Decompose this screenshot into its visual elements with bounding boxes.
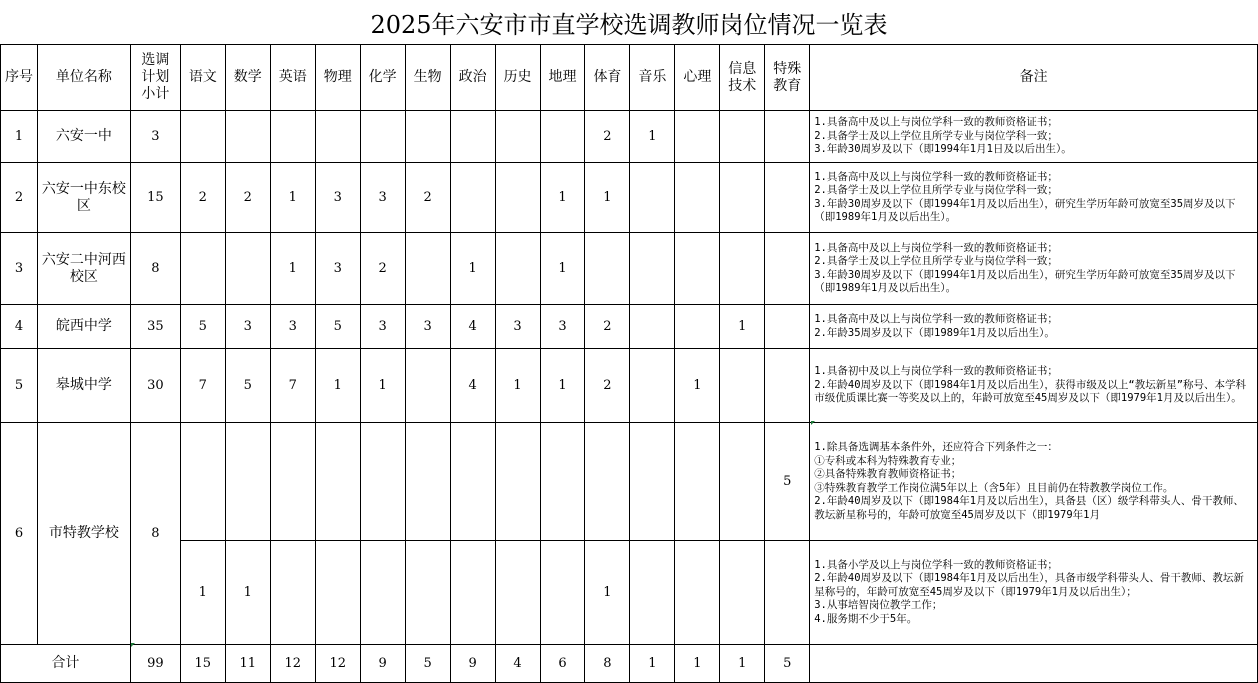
total-psychology: 1 bbox=[675, 645, 720, 683]
cell-music: 1 bbox=[630, 111, 675, 163]
cell-biology: 2 bbox=[405, 163, 450, 233]
cell-physics: 3 bbox=[315, 163, 360, 233]
table-row bbox=[1, 163, 1258, 233]
total-physics: 12 bbox=[315, 645, 360, 683]
cell-notes bbox=[810, 233, 1258, 305]
header-politics: 政治 bbox=[450, 45, 495, 111]
cell-music bbox=[630, 233, 675, 305]
cell-chemistry: 1 bbox=[360, 349, 405, 423]
header-psychology: 心理 bbox=[675, 45, 720, 111]
cell-plan: 30 bbox=[130, 349, 180, 423]
cell-english: 1 bbox=[270, 163, 315, 233]
header-special: 特殊 教育 bbox=[765, 45, 810, 111]
header-history: 历史 bbox=[495, 45, 540, 111]
cell-history bbox=[495, 541, 540, 645]
cell-math: 5 bbox=[225, 349, 270, 423]
cell-unit: 六安一中 bbox=[37, 111, 130, 163]
cell-it bbox=[720, 111, 765, 163]
cell-comment-marker bbox=[811, 421, 815, 425]
cell-pe: 1 bbox=[585, 541, 630, 645]
cell-biology: 3 bbox=[405, 305, 450, 349]
cell-geography bbox=[540, 111, 585, 163]
cell-english bbox=[270, 423, 315, 541]
cell-politics: 4 bbox=[450, 349, 495, 423]
header-geography: 地理 bbox=[540, 45, 585, 111]
cell-plan: 3 bbox=[130, 111, 180, 163]
table-row bbox=[1, 541, 1258, 645]
cell-comment-marker bbox=[131, 643, 135, 647]
total-chemistry: 9 bbox=[360, 645, 405, 683]
total-notes bbox=[810, 645, 1258, 683]
cell-biology bbox=[405, 349, 450, 423]
cell-music bbox=[630, 163, 675, 233]
cell-music bbox=[630, 305, 675, 349]
cell-physics bbox=[315, 541, 360, 645]
cell-math bbox=[225, 233, 270, 305]
cell-math bbox=[225, 423, 270, 541]
note-line: 2.年龄40周岁及以下（即1984年1月及以后出生），具备县（区）级学科带头人、骨干教师、教坛新星称号的，年龄可放宽至45周岁及以下（即1979年1月 bbox=[814, 495, 1244, 521]
table-row bbox=[1, 305, 1258, 349]
total-math: 11 bbox=[225, 645, 270, 683]
cell-plan: 8 bbox=[130, 423, 180, 645]
cell-it bbox=[720, 163, 765, 233]
cell-chinese bbox=[180, 233, 225, 305]
cell-history bbox=[495, 423, 540, 541]
totals-label: 合计 bbox=[1, 645, 131, 683]
total-biology: 5 bbox=[405, 645, 450, 683]
note-line: 3.年龄30周岁及以下（即1994年1月及以后出生），研究生学历年龄可放宽至35周岁及以下（即1989年1月及以后出生）。 bbox=[814, 268, 1236, 294]
header-seq: 序号 bbox=[1, 45, 38, 111]
cell-chemistry bbox=[360, 541, 405, 645]
cell-chemistry: 3 bbox=[360, 163, 405, 233]
cell-special bbox=[765, 541, 810, 645]
cell-pe: 2 bbox=[585, 111, 630, 163]
cell-chemistry bbox=[360, 423, 405, 541]
total-music: 1 bbox=[630, 645, 675, 683]
note-line: 4.服务期不少于5年。 bbox=[814, 612, 918, 625]
cell-notes bbox=[810, 163, 1258, 233]
cell-notes bbox=[810, 349, 1258, 423]
note-line: 1.具备高中及以上与岗位学科一致的教师资格证书； bbox=[814, 116, 1058, 129]
cell-english: 3 bbox=[270, 305, 315, 349]
note-line: 1.具备初中及以上与岗位学科一致的教师资格证书； bbox=[814, 365, 1058, 378]
cell-plan: 8 bbox=[130, 233, 180, 305]
cell-pe bbox=[585, 423, 630, 541]
note-line: 2.年龄40周岁及以下（即1984年1月及以后出生），具备市级学科带头人、骨干教师、教坛新星称号的，年龄可放宽至45周岁及以下（即1979年1月及以后出生）； bbox=[814, 572, 1244, 598]
cell-unit: 六安二中河西校区 bbox=[37, 233, 130, 305]
cell-biology bbox=[405, 233, 450, 305]
cell-chinese bbox=[180, 111, 225, 163]
cell-math: 3 bbox=[225, 305, 270, 349]
cell-chinese: 2 bbox=[180, 163, 225, 233]
cell-it bbox=[720, 423, 765, 541]
header-biology: 生物 bbox=[405, 45, 450, 111]
cell-chinese bbox=[180, 423, 225, 541]
header-music: 音乐 bbox=[630, 45, 675, 111]
cell-physics bbox=[315, 423, 360, 541]
cell-english: 7 bbox=[270, 349, 315, 423]
totals-row bbox=[1, 645, 1258, 683]
cell-psychology bbox=[675, 233, 720, 305]
cell-geography: 1 bbox=[540, 349, 585, 423]
cell-physics: 5 bbox=[315, 305, 360, 349]
header-row bbox=[1, 45, 1258, 111]
header-physics: 物理 bbox=[315, 45, 360, 111]
note-line: 3.年龄30周岁及以下（即1994年1月及以后出生），研究生学历年龄可放宽至35周岁及以下（即1989年1月及以后出生）。 bbox=[814, 197, 1236, 223]
cell-music bbox=[630, 423, 675, 541]
header-notes: 备注 bbox=[810, 45, 1258, 111]
note-line: 1.除具备选调基本条件外，还应符合下列条件之一： bbox=[814, 441, 1058, 453]
cell-geography bbox=[540, 423, 585, 541]
cell-seq: 2 bbox=[1, 163, 38, 233]
total-it: 1 bbox=[720, 645, 765, 683]
cell-chemistry: 2 bbox=[360, 233, 405, 305]
cell-psychology bbox=[675, 541, 720, 645]
cell-politics bbox=[450, 541, 495, 645]
cell-history bbox=[495, 111, 540, 163]
cell-notes bbox=[810, 305, 1258, 349]
header-it: 信息 技术 bbox=[720, 45, 765, 111]
note-line: 3.年龄30周岁及以下（即1994年1月1日及以后出生）。 bbox=[814, 143, 1072, 156]
cell-plan: 35 bbox=[130, 305, 180, 349]
cell-it bbox=[720, 541, 765, 645]
cell-special bbox=[765, 305, 810, 349]
cell-psychology bbox=[675, 111, 720, 163]
cell-chemistry bbox=[360, 111, 405, 163]
total-plan: 99 bbox=[130, 645, 180, 683]
cell-psychology: 1 bbox=[675, 349, 720, 423]
page-title: 2025年六安市市直学校选调教师岗位情况一览表 bbox=[370, 10, 888, 39]
cell-geography bbox=[540, 541, 585, 645]
cell-notes bbox=[810, 541, 1258, 645]
cell-music bbox=[630, 349, 675, 423]
cell-biology bbox=[405, 423, 450, 541]
cell-chinese: 1 bbox=[180, 541, 225, 645]
note-line: 2.具备学士及以上学位且所学专业与岗位学科一致； bbox=[814, 129, 1058, 142]
cell-pe bbox=[585, 233, 630, 305]
total-pe: 8 bbox=[585, 645, 630, 683]
cell-english bbox=[270, 111, 315, 163]
cell-unit: 市特教学校 bbox=[37, 423, 130, 645]
cell-physics: 3 bbox=[315, 233, 360, 305]
cell-notes bbox=[810, 423, 1258, 541]
total-history: 4 bbox=[495, 645, 540, 683]
cell-special bbox=[765, 233, 810, 305]
table-row bbox=[1, 233, 1258, 305]
note-line: ②具备特殊教育教师资格证书； bbox=[814, 468, 962, 480]
cell-unit: 皋城中学 bbox=[37, 349, 130, 423]
cell-music bbox=[630, 541, 675, 645]
cell-politics bbox=[450, 423, 495, 541]
note-line: ③特殊教育教学工作岗位满5年以上（含5年）且目前仍在特教教学岗位工作。 bbox=[814, 481, 1174, 494]
cell-seq: 5 bbox=[1, 349, 38, 423]
cell-chinese: 5 bbox=[180, 305, 225, 349]
note-line: 1.具备高中及以上与岗位学科一致的教师资格证书； bbox=[814, 313, 1058, 325]
cell-math bbox=[225, 111, 270, 163]
header-chinese: 语文 bbox=[180, 45, 225, 111]
cell-geography: 3 bbox=[540, 305, 585, 349]
cell-pe: 1 bbox=[585, 163, 630, 233]
cell-seq: 4 bbox=[1, 305, 38, 349]
header-chemistry: 化学 bbox=[360, 45, 405, 111]
cell-plan: 15 bbox=[130, 163, 180, 233]
cell-history bbox=[495, 163, 540, 233]
cell-seq: 3 bbox=[1, 233, 38, 305]
cell-it bbox=[720, 349, 765, 423]
cell-special: 5 bbox=[765, 423, 810, 541]
header-unit: 单位名称 bbox=[37, 45, 130, 111]
cell-chinese: 7 bbox=[180, 349, 225, 423]
cell-english: 1 bbox=[270, 233, 315, 305]
cell-pe: 2 bbox=[585, 305, 630, 349]
teacher-position-table bbox=[0, 44, 1258, 683]
cell-physics bbox=[315, 111, 360, 163]
cell-english bbox=[270, 541, 315, 645]
cell-politics bbox=[450, 111, 495, 163]
cell-special bbox=[765, 111, 810, 163]
cell-math: 1 bbox=[225, 541, 270, 645]
cell-psychology bbox=[675, 305, 720, 349]
cell-unit: 皖西中学 bbox=[37, 305, 130, 349]
cell-seq: 6 bbox=[1, 423, 38, 645]
total-geography: 6 bbox=[540, 645, 585, 683]
header-math: 数学 bbox=[225, 45, 270, 111]
cell-it: 1 bbox=[720, 305, 765, 349]
note-line: 2.具备学士及以上学位且所学专业与岗位学科一致； bbox=[814, 184, 1058, 196]
cell-unit: 六安一中东校区 bbox=[37, 163, 130, 233]
table-row bbox=[1, 111, 1258, 163]
cell-psychology bbox=[675, 163, 720, 233]
note-line: ①专科或本科为特殊教育专业； bbox=[814, 454, 962, 467]
header-plan: 选调 计划 小计 bbox=[130, 45, 180, 111]
note-line: 2.年龄35周岁及以下（即1989年1月及以后出生）。 bbox=[814, 326, 1055, 339]
cell-special bbox=[765, 349, 810, 423]
note-line: 3.从事培智岗位教学工作； bbox=[814, 599, 943, 612]
cell-seq: 1 bbox=[1, 111, 38, 163]
total-english: 12 bbox=[270, 645, 315, 683]
table-row bbox=[1, 349, 1258, 423]
cell-geography: 1 bbox=[540, 163, 585, 233]
cell-psychology bbox=[675, 423, 720, 541]
cell-pe: 2 bbox=[585, 349, 630, 423]
cell-history: 1 bbox=[495, 349, 540, 423]
cell-biology bbox=[405, 541, 450, 645]
header-pe: 体育 bbox=[585, 45, 630, 111]
cell-math: 2 bbox=[225, 163, 270, 233]
note-line: 2.年龄40周岁及以下（即1984年1月及以后出生），获得市级及以上“教坛新星”称号、本学科市级优质课比赛一等奖及以上的，年龄可放宽至45周岁及以下（即1979年1月及以后出生）。 bbox=[814, 378, 1247, 405]
note-line: 2.具备学士及以上学位且所学专业与岗位学科一致； bbox=[814, 255, 1058, 267]
total-chinese: 15 bbox=[180, 645, 225, 683]
cell-physics: 1 bbox=[315, 349, 360, 423]
header-english: 英语 bbox=[270, 45, 315, 111]
note-line: 1.具备高中及以上与岗位学科一致的教师资格证书； bbox=[814, 170, 1058, 183]
note-line: 1.具备高中及以上与岗位学科一致的教师资格证书； bbox=[814, 241, 1058, 254]
cell-special bbox=[765, 163, 810, 233]
cell-chemistry: 3 bbox=[360, 305, 405, 349]
table-row bbox=[1, 423, 1258, 541]
cell-politics: 4 bbox=[450, 305, 495, 349]
cell-history bbox=[495, 233, 540, 305]
total-politics: 9 bbox=[450, 645, 495, 683]
total-special: 5 bbox=[765, 645, 810, 683]
cell-politics: 1 bbox=[450, 233, 495, 305]
cell-geography: 1 bbox=[540, 233, 585, 305]
cell-biology bbox=[405, 111, 450, 163]
cell-it bbox=[720, 233, 765, 305]
cell-politics bbox=[450, 163, 495, 233]
cell-history: 3 bbox=[495, 305, 540, 349]
cell-notes bbox=[810, 111, 1258, 163]
note-line: 1.具备小学及以上与岗位学科一致的教师资格证书； bbox=[814, 558, 1058, 571]
